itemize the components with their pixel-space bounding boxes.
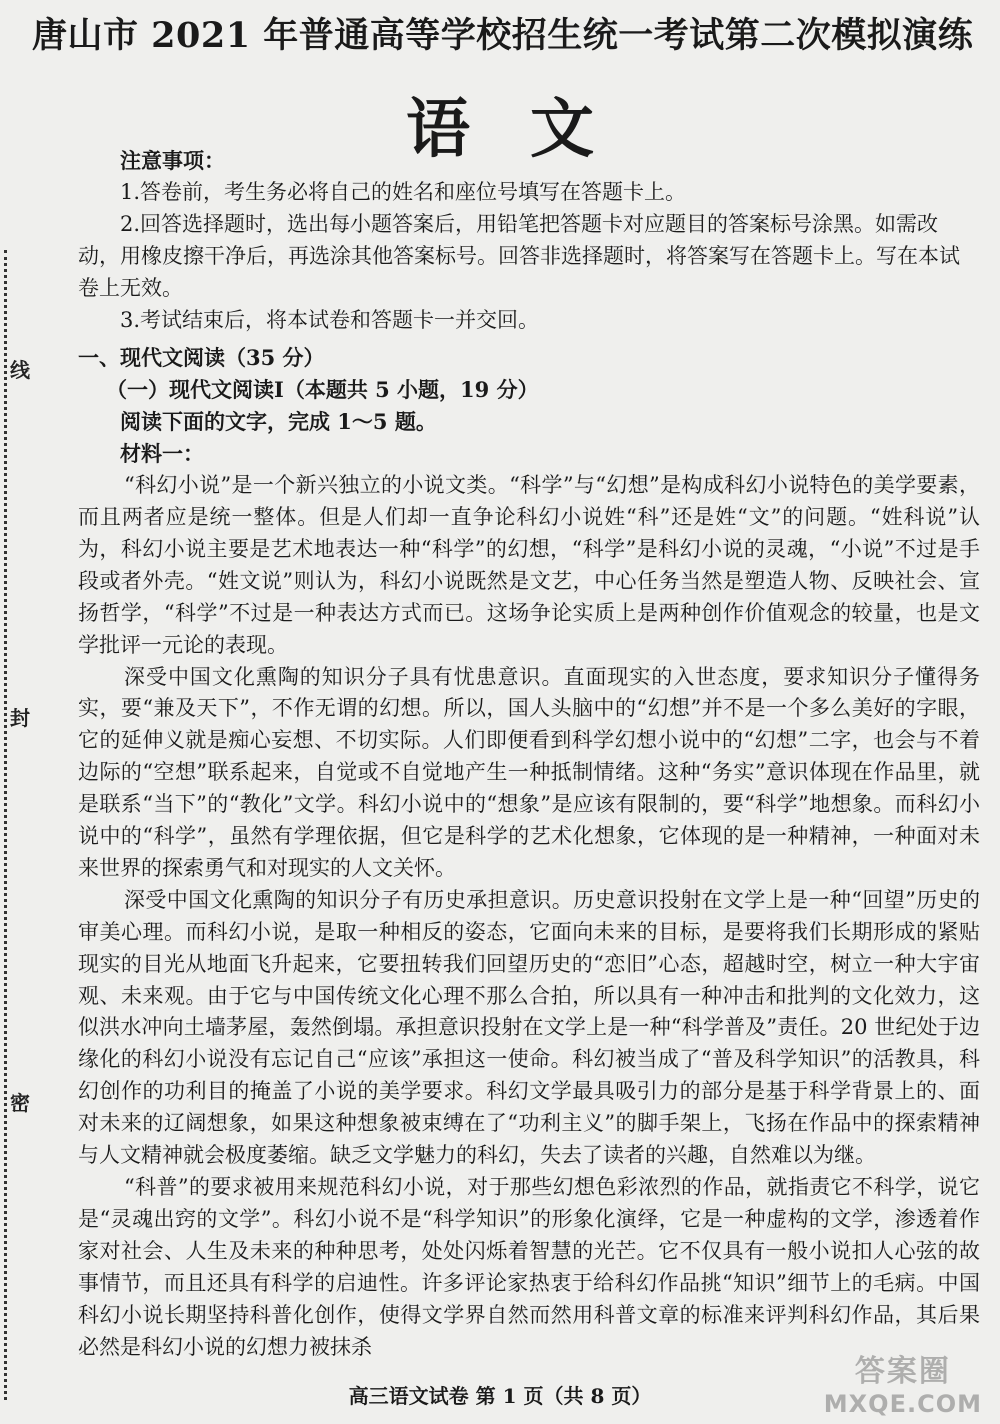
notice-title: 注意事项： [120, 148, 225, 173]
material-label: 材料一： [120, 441, 204, 467]
reading-instruction: 阅读下面的文字，完成 1～5 题。 [120, 409, 437, 435]
subject-title: 语文 [406, 92, 654, 167]
notice-item-3: 3.考试结束后，将本试卷和答题卡一并交回。 [120, 307, 540, 332]
binding-mark-xian: 线 [10, 352, 30, 385]
watermark-text: 答案圈 [854, 1354, 951, 1389]
binding-line [4, 250, 17, 1400]
material-paragraph-3: 深受中国文化熏陶的知识分子有历史承担意识。历史意识投射在文学上是一种“回望”历史的审美心理。而科幻小说，是取一种相反的姿态，它面向未来的目标，是要将我们长期形成的紧贴现实的目光从地面飞升起来，它要扭转我们回望历史的“恋旧”心态，超越时空，树立一种大宇宙观、未来观。由于它与中国传统文化心理不那么合拍，所以具有一种冲击和批判的文化效力，这似洪水冲向土墙茅屋，轰然倒塌。承担意识投射在文学上是一种“科学普及”责任。20 世纪处于边缘化的科幻小说没有忘记自己“应该”承担这一使命。科幻被当成了“普及科学知识”的活教具，科幻创作的功利目的掩盖了小说的美学要求。科幻文学最具吸引力的部分是基于科学背景上的、面对未来的辽阔想象，如果这种想象被束缚在了“功利主义”的脚手架上，飞扬在作品中的探索精神与人文精神就会极度萎缩。缺乏文学魅力的科幻，失去了读者的兴趣，自然难以为继。 [78, 887, 980, 1168]
binding-mark-feng: 封 [10, 700, 30, 733]
exam-content [78, 145, 980, 1363]
exam-title: 唐山市 2021 年普通高等学校招生统一考试第二次模拟演练 [32, 15, 974, 56]
notice-item-1: 1.答卷前，考生务必将自己的姓名和座位号填写在答题卡上。 [120, 179, 687, 204]
watermark-url: MXQE.COM [823, 1390, 982, 1418]
watermark-logo [824, 1346, 982, 1418]
material-paragraph-4: “科普”的要求被用来规范科幻小说，对于那些幻想色彩浓烈的作品，就指责它不科学，说它是“灵魂出窍的文学”。科幻小说不是“科学知识”的形象化演绎，它是一种虚构的文学，渗透着作家对社会、人生及未来的种种思考，处处闪烁着智慧的光芒。它不仅具有一般小说扣人心弦的故事情节，而且还具有科学的启迪性。许多评论家热衷于给科幻作品挑“知识”细节上的毛病。中国科幻小说长期坚持科普化创作，使得文学界自然而然用科普文章的标准来评判科幻作品，其后果必然是科幻小说的幻想力被抹杀 [78, 1175, 980, 1359]
material-paragraph-2: 深受中国文化熏陶的知识分子具有忧患意识。直面现实的入世态度，要求知识分子懂得务实，要“兼及天下”，不作无谓的幻想。所以，国人头脑中的“幻想”并不是一个多么美好的字眼，它的延伸义就是痴心妄想、不切实际。人们即便看到科学幻想小说中的“幻想”二字，也会与不着边际的“空想”联系起来，自觉或不自觉地产生一种抵制情绪。这种“务实”意识体现在作品里，就是联系“当下”的“教化”文学。科幻小说中的“想象”是应该有限制的，要“科学”地想象。而科幻小说中的“科学”，虽然有学理依据，但它是科学的艺术化想象，它体现的是一种精神，一种面对未来世界的探索勇气和对现实的人文关怀。 [78, 664, 980, 880]
notice-item-2: 2.回答选择题时，选出每小题答案后，用铅笔把答题卡对应题目的答案标号涂黑。如需改动，用橡皮擦干净后，再选涂其他答案标号。回答非选择题时，将答案写在答题卡上。写在本试卷上无效。 [78, 211, 960, 300]
section-title: 一、现代文阅读（35 分） [78, 345, 325, 371]
page-footer: 高三语文试卷 第 1 页（共 8 页） [348, 1384, 652, 1408]
binding-mark-mi: 密 [10, 1085, 30, 1118]
material-paragraph-1: “科幻小说”是一个新兴独立的小说文类。“科学”与“幻想”是构成科幻小说特色的美学要素，而且两者应是统一整体。但是人们却一直争论科幻小说姓“科”还是姓“文”的问题。“姓科说”认为，科幻小说主要是艺术地表达一种“科学”的幻想，“科学”是科幻小说的灵魂，“小说”不过是手段或者外壳。“姓文说”则认为，科幻小说既然是文艺，中心任务当然是塑造人物、反映社会、宣扬哲学，“科学”不过是一种表达方式而已。这场争论实质上是两种创作价值观念的较量，也是文学批评一元论的表现。 [78, 473, 980, 657]
subsection-title: （一）现代文阅读Ⅰ（本题共 5 小题，19 分） [106, 377, 539, 403]
